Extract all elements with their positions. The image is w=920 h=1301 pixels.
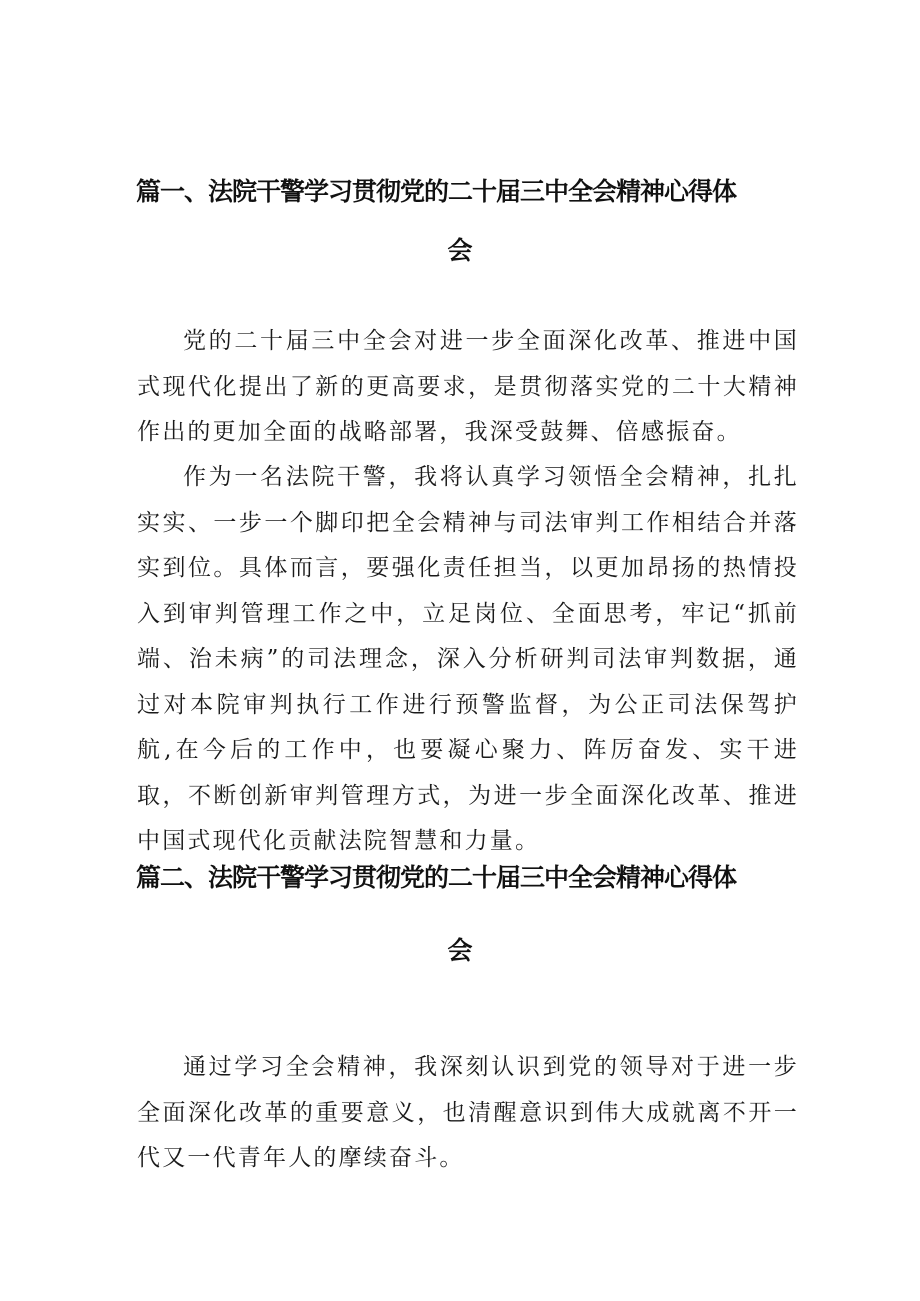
section-2-title-continuation: 会 [447, 936, 473, 965]
section-1-title: 篇一、法院干警学习贯彻党的二十届三中全会精神心得体 [136, 177, 737, 206]
section-2-paragraph-1: 通过学习全会精神，我深刻认识到党的领导对于进一步全面深化改革的重要意义，也清醒意识到伟大成就离不开一代又一代青年人的摩续奋斗。 [137, 1054, 799, 1171]
section-1-paragraph-1: 党的二十届三中全会对进一步全面深化改革、推进中国式现代化提出了新的更高要求，是贯彻落实党的二十大精神作出的更加全面的战略部署，我深受鼓舞、倍感振奋。 [137, 328, 799, 445]
section-1-paragraph-2: 作为一名法院干警，我将认真学习领悟全会精神，扎扎实实、一步一个脚印把全会精神与司法审判工作相结合并落实到位。具体而言，要强化责任担当，以更加昂扬的热情投入到审判管理工作之中，立足岗位、全面思考，牢记“抓前端、治未病”的司法理念，深入分析研判司法审判数据，通过对本院审判执行工作进行预警监督，为公正司法保驾护航,在今后的工作中，也要凝心聚力、阵厉奋发、实干进取，不断创新审判管理方式，为进一步全面深化改革、推进中国式现代化贡献法院智慧和力量。 [137, 464, 799, 854]
section-2-title: 篇二、法院干警学习贯彻党的二十届三中全会精神心得体 [136, 863, 737, 892]
section-1-title-continuation: 会 [447, 236, 473, 265]
